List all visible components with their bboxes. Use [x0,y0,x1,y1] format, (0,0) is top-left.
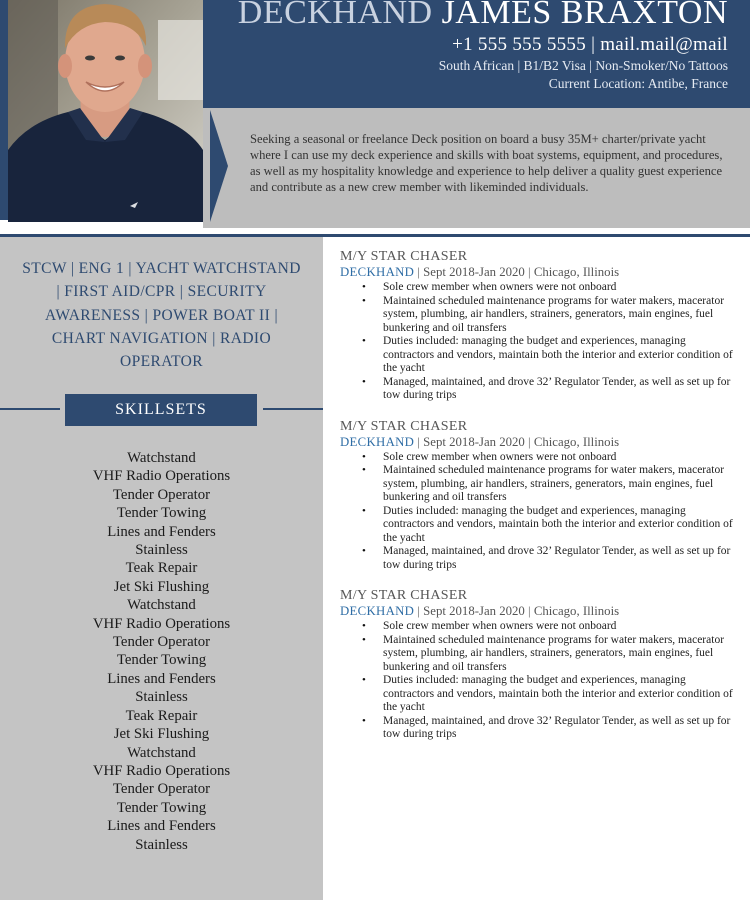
duty-item: • Managed, maintained, and drove 32’ Regulator Tender, as well as set up for tow during trips [340,376,735,403]
header-left-strip [0,0,8,220]
role-title: DECKHAND [340,604,415,618]
skills-heading: SKILLSETS [65,394,257,426]
skill-item: Tender Operator [112,781,211,798]
role-line [340,435,735,450]
duty-item: • Duties included: managing the budget and experiences, managing contractors and vendors, maintain both the interior and exterior condition of the yacht [340,505,735,546]
job-entry [340,587,735,742]
separator: | [414,434,424,449]
skill-item: Stainless [135,689,188,706]
skill-item: Jet Ski Flushing [113,726,210,743]
duty-item: • Duties included: managing the budget and experiences, managing contractors and vendors, maintain both the interior and exterior condition of the yacht [340,335,735,376]
separator: | [524,265,534,279]
vessel-name: M/Y STAR CHASER [340,418,468,434]
skill-item: Watchstand [127,450,196,466]
role-line [340,265,735,280]
duty-item: • Maintained scheduled maintenance programs for water makers, macerator system, plumbing, air handlers, strainers, generators, main engines, fuel bunkering and oil transfers [340,634,735,675]
skill-item: Jet Ski Flushing [113,578,210,595]
job-entry [340,248,735,403]
skill-item: Watchstand [127,744,196,761]
role-title: DECKHAND [340,434,415,449]
vessel-name: M/Y STAR CHASER [340,249,468,264]
role-line [340,604,735,619]
duty-list [340,451,735,573]
job-title: DECKHAND [237,0,433,31]
candidate-name: JAMES BRAXTON [441,0,728,31]
contact-info: +1 555 555 5555 | mail.mail@mail [452,34,728,55]
chevron-right-icon [210,110,230,222]
skill-item: Teak Repair [125,707,198,724]
certifications: STCW | ENG 1 | YACHT WATCHSTAND | FIRST AID/CPR | SECURITY AWARENESS | POWER BOAT II | CHART NAVIGATION | RADIO OPERATOR [22,260,301,371]
duty-item: • Managed, maintained, and drove 32’ Regulator Tender, as well as set up for tow during trips [340,545,735,572]
profile-photo [8,0,203,222]
skill-item: Watchstand [127,597,196,614]
duty-list [340,281,735,403]
duty-item: • Managed, maintained, and drove 32’ Regulator Tender, as well as set up for tow during trips [340,715,735,742]
personal-details: South African | B1/B2 Visa | Non-Smoker/No Tattoos [438,58,728,73]
job-entry [340,418,735,573]
skill-item: VHF Radio Operations [92,762,231,779]
skill-item: Lines and Fenders [107,670,216,687]
skill-item: VHF Radio Operations [92,468,231,485]
skill-item: Stainless [135,836,188,853]
skill-item: Tender Operator [112,486,211,503]
duty-item: • Maintained scheduled maintenance programs for water makers, macerator system, plumbing, air handlers, strainers, generators, main engines, fuel bunkering and oil transfers [340,295,735,336]
experience-section [340,248,735,757]
sidebar [0,237,323,900]
skill-item: Tender Towing [116,652,207,669]
duty-item: • Sole crew member when owners were not onboard [340,281,735,295]
job-dates: Sept 2018-Jan 2020 [423,265,525,279]
skill-item: Teak Repair [125,560,198,577]
skill-item: Tender Towing [116,799,207,816]
skills-rule-left [0,408,60,410]
skill-item: Lines and Fenders [107,818,216,835]
skill-item: Stainless [135,542,188,559]
job-location: Chicago, Illinois [533,434,620,449]
portrait-image [8,0,203,222]
job-dates: Sept 2018-Jan 2020 [423,604,525,618]
skill-list [0,449,323,854]
objective-summary: Seeking a seasonal or freelance Deck position on board a busy 35M+ charter/private yacht where I can use my deck experience and skills with boat systems, equipment, and procedures, as well as my hospitality knowledge and experience to help deliver a quality guest experience and contribute as a new crew member with likeminded individuals. [250,132,723,194]
separator: | [414,265,424,279]
current-location: Current Location: Antibe, France [548,76,728,91]
duty-item: • Duties included: managing the budget and experiences, managing contractors and vendors, maintain both the interior and exterior condition of the yacht [340,674,735,715]
job-location: Chicago, Illinois [533,604,620,618]
vessel-name: M/Y STAR CHASER [340,588,468,603]
skill-item: Tender Towing [116,505,207,522]
job-dates: Sept 2018-Jan 2020 [423,434,525,449]
separator: | [414,604,424,618]
duty-item: • Sole crew member when owners were not onboard [340,620,735,634]
skill-item: VHF Radio Operations [92,615,231,632]
separator: | [524,604,534,618]
job-location: Chicago, Illinois [533,265,620,279]
role-title: DECKHAND [340,265,415,279]
duty-list [340,620,735,742]
duty-item: • Sole crew member when owners were not onboard [340,451,735,465]
skill-item: Tender Operator [112,634,211,651]
skill-item: Lines and Fenders [107,523,216,540]
skills-rule-right [263,408,323,410]
duty-item: • Maintained scheduled maintenance programs for water makers, macerator system, plumbing, air handlers, strainers, generators, main engines, fuel bunkering and oil transfers [340,464,735,505]
name-heading [238,0,728,32]
separator: | [524,434,534,449]
